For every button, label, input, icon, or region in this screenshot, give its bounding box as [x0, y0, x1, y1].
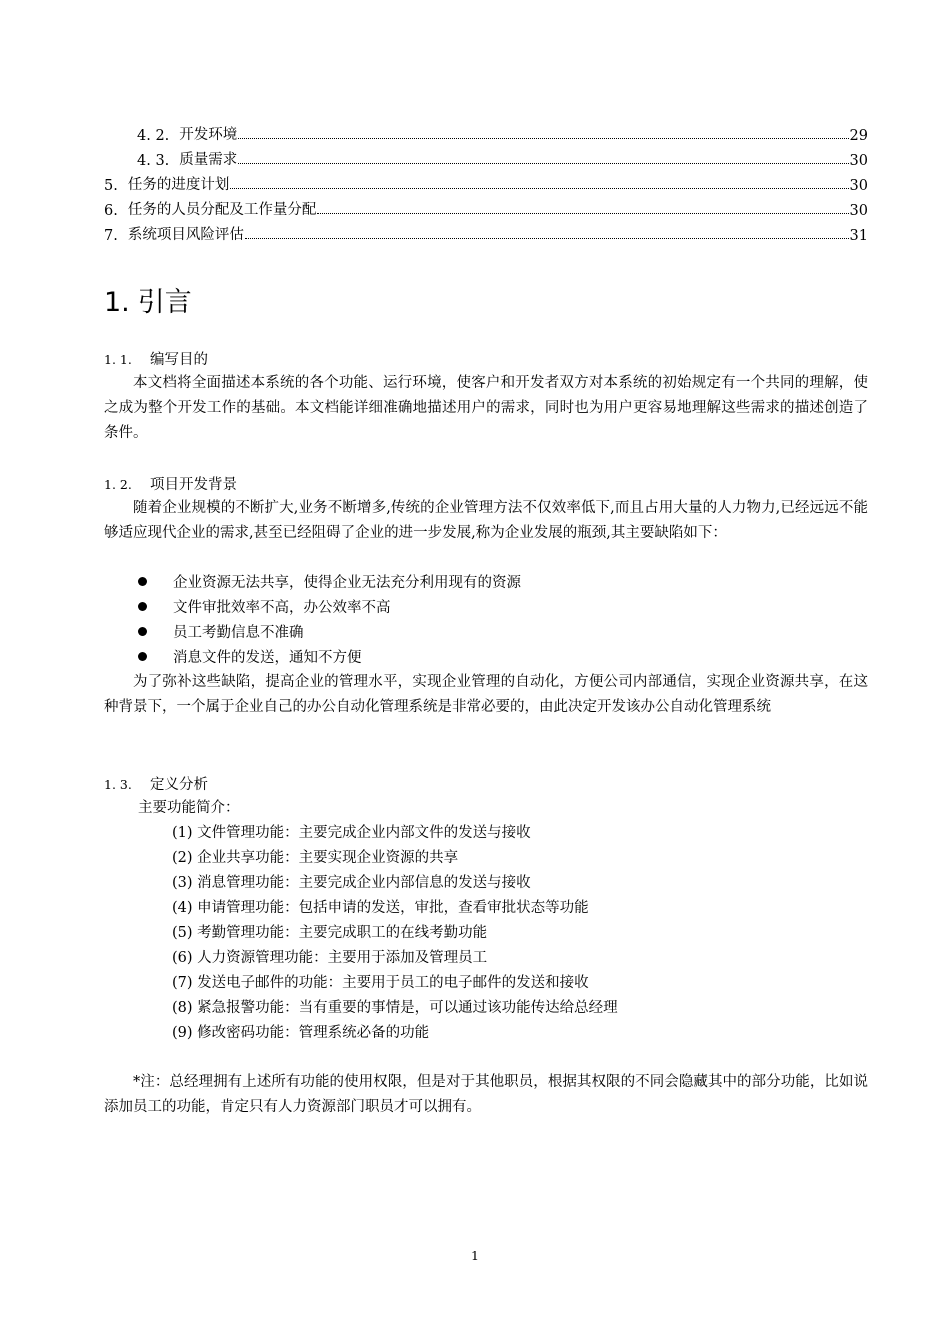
section-1-1-body — [104, 371, 868, 446]
bullet-icon — [138, 652, 147, 661]
section-1-2-outro — [104, 670, 868, 720]
toc-title: 系统项目风险评估 — [127, 227, 244, 243]
paragraph: 随着企业规模的不断扩大,业务不断增多,传统的企业管理方法不仅效率低下,而且占用大量的人力物力,已经远远不能够适应现代企业的需求,甚至已经阻碍了企业的进一步发展,称为企业发展的瓶颈,其主要缺陷如下： — [104, 500, 868, 541]
toc-title: 任务的进度计划 — [127, 177, 230, 193]
section-heading-1-1 — [104, 348, 208, 369]
function-item: (2) 企业共享功能：主要实现企业资源的共享 — [172, 850, 459, 866]
section-number: 1. 1. — [104, 352, 132, 367]
section-title: 项目开发背景 — [150, 477, 237, 493]
function-item: (6) 人力资源管理功能：主要用于添加及管理员工 — [172, 950, 488, 966]
section-number: 1. 2. — [104, 477, 132, 492]
toc-leader — [238, 163, 848, 164]
toc-leader — [230, 188, 848, 189]
bullet-item — [138, 621, 304, 642]
paragraph: *注：总经理拥有上述所有功能的使用权限，但是对于其他职员，根据其权限的不同会隐藏其中的部分功能，比如说添加员工的功能，肯定只有人力资源部门职员才可以拥有。 — [104, 1074, 868, 1115]
bullet-icon — [138, 627, 147, 636]
toc-number: 4. 2. — [137, 128, 170, 144]
page-number: 1 — [471, 1248, 479, 1263]
bullet-text: 企业资源无法共享，使得企业无法充分利用现有的资源 — [173, 575, 521, 591]
toc-leader — [238, 138, 848, 139]
toc-number: 4. 3. — [137, 153, 170, 169]
function-item: (9) 修改密码功能：管理系统必备的功能 — [172, 1025, 430, 1041]
toc-entry[interactable] — [104, 197, 868, 219]
chapter-title: 引言 — [137, 287, 192, 318]
chapter-heading — [104, 280, 192, 319]
toc-entry[interactable] — [104, 172, 868, 194]
bullet-item — [138, 646, 362, 667]
bullet-text: 员工考勤信息不准确 — [173, 625, 304, 641]
section-number: 1. 3. — [104, 777, 132, 792]
toc-page: 30 — [849, 178, 868, 194]
chapter-number: 1. — [104, 287, 130, 318]
toc-number: 6. — [104, 203, 118, 219]
function-item: (8) 紧急报警功能：当有重要的事情是，可以通过该功能传达给总经理 — [172, 1000, 618, 1016]
toc-entry[interactable] — [104, 222, 868, 244]
toc-leader — [317, 213, 848, 214]
bullet-icon — [138, 577, 147, 586]
section-1-2-intro — [104, 496, 868, 546]
toc-entry[interactable] — [137, 147, 868, 169]
note-paragraph — [104, 1070, 868, 1120]
toc-page: 31 — [849, 228, 868, 244]
toc-page: 30 — [849, 203, 868, 219]
function-item: (5) 考勤管理功能：主要完成职工的在线考勤功能 — [172, 925, 488, 941]
toc-number: 7. — [104, 228, 118, 244]
toc-leader — [245, 238, 849, 239]
section-heading-1-3 — [104, 773, 208, 794]
function-intro-label: 主要功能简介： — [138, 800, 240, 816]
toc-page: 30 — [849, 153, 868, 169]
toc-title: 任务的人员分配及工作量分配 — [127, 202, 317, 218]
function-item: (4) 申请管理功能：包括申请的发送，审批，查看审批状态等功能 — [172, 900, 589, 916]
toc-page: 29 — [849, 128, 868, 144]
toc-entry[interactable] — [137, 122, 868, 144]
bullet-text: 文件审批效率不高，办公效率不高 — [173, 600, 391, 616]
bullet-item — [138, 596, 391, 617]
bullet-item — [138, 571, 521, 592]
function-item: (7) 发送电子邮件的功能：主要用于员工的电子邮件的发送和接收 — [172, 975, 589, 991]
toc-title: 开发环境 — [179, 127, 238, 143]
paragraph: 本文档将全面描述本系统的各个功能、运行环境，使客户和开发者双方对本系统的初始规定有一个共同的理解，使之成为整个开发工作的基础。本文档能详细准确地描述用户的需求，同时也为用户更容易地理解这些需求的描述创造了条件。 — [104, 375, 868, 441]
bullet-text: 消息文件的发送，通知不方便 — [173, 650, 362, 666]
section-title: 编写目的 — [150, 352, 208, 368]
paragraph: 为了弥补这些缺陷，提高企业的管理水平，实现企业管理的自动化，方便公司内部通信，实现企业资源共享，在这种背景下，一个属于企业自己的办公自动化管理系统是非常必要的，由此决定开发该办公自动化管理系统 — [104, 674, 868, 715]
bullet-icon — [138, 602, 147, 611]
function-item: (1) 文件管理功能：主要完成企业内部文件的发送与接收 — [172, 825, 531, 841]
toc-number: 5. — [104, 178, 118, 194]
toc-title: 质量需求 — [179, 152, 238, 168]
section-title: 定义分析 — [150, 777, 208, 793]
function-item: (3) 消息管理功能：主要完成企业内部信息的发送与接收 — [172, 875, 531, 891]
section-heading-1-2 — [104, 473, 237, 494]
